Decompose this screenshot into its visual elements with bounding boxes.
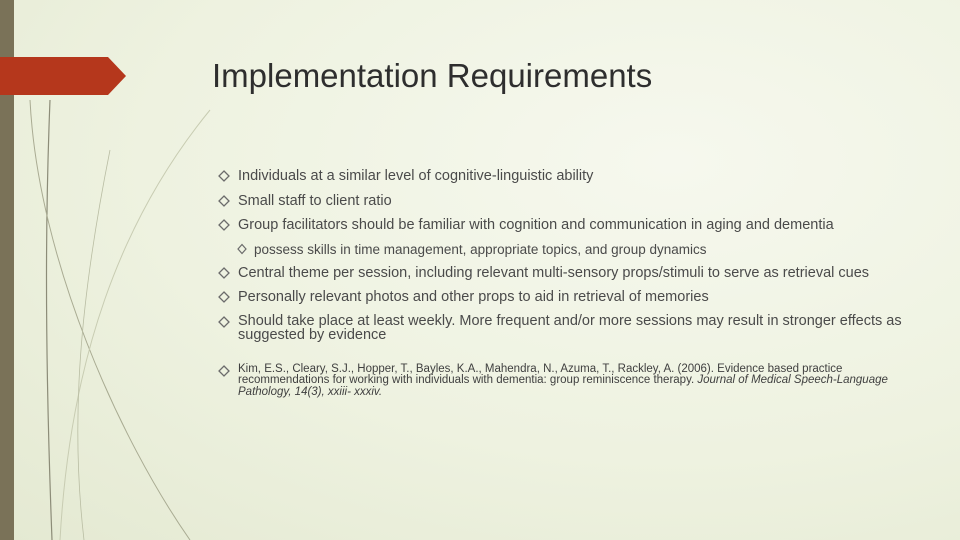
bullet-text: Individuals at a similar level of cognitive-linguistic ability <box>238 168 594 184</box>
list-item <box>218 289 918 305</box>
reference-citation <box>218 364 918 399</box>
diamond-bullet-icon <box>218 218 230 232</box>
bullet-text: Should take place at least weekly. More frequent and/or more sessions may result in stronger effects as suggested by evidence <box>238 312 902 343</box>
bullet-text: Group facilitators should be familiar with cognition and communication in aging and dementia <box>238 217 834 233</box>
diamond-bullet-icon <box>218 266 230 280</box>
diamond-bullet-icon <box>218 194 230 208</box>
diamond-bullet-icon <box>218 315 230 329</box>
bullet-text: Central theme per session, including relevant multi-sensory props/stimuli to serve as retrieval cues <box>238 264 870 281</box>
bullet-text: Personally relevant photos and other props to aid in retrieval of memories <box>238 289 709 305</box>
diamond-bullet-icon <box>218 290 230 304</box>
diamond-bullet-icon <box>218 169 230 183</box>
bullet-text: Small staff to client ratio <box>238 192 392 209</box>
sub-list-item <box>218 242 918 257</box>
list-item <box>218 314 918 342</box>
list-item <box>218 265 918 281</box>
sub-bullet-text: possess skills in time management, appropriate topics, and group dynamics <box>254 241 707 257</box>
list-item <box>218 217 918 233</box>
diamond-bullet-icon <box>236 242 248 256</box>
slide-title: Implementation Requirements <box>212 57 653 94</box>
diamond-bullet-icon <box>218 364 230 378</box>
reference-journal: Journal of Medical Speech-Language Pathology, 14(3), xxiii- xxxiv. <box>238 374 888 398</box>
list-item <box>218 168 918 184</box>
bullet-list <box>218 168 918 398</box>
title-accent-arrow <box>0 57 126 95</box>
reference-authors: Kim, E.S., Cleary, S.J., Hopper, T., Bayles, K.A., Mahendra, N., Azuma, T., Rackley, A. (2006). Evidence based practice recommendations for working with individuals with dementia: group reminiscence therapy. <box>238 362 843 386</box>
list-item <box>218 193 918 209</box>
